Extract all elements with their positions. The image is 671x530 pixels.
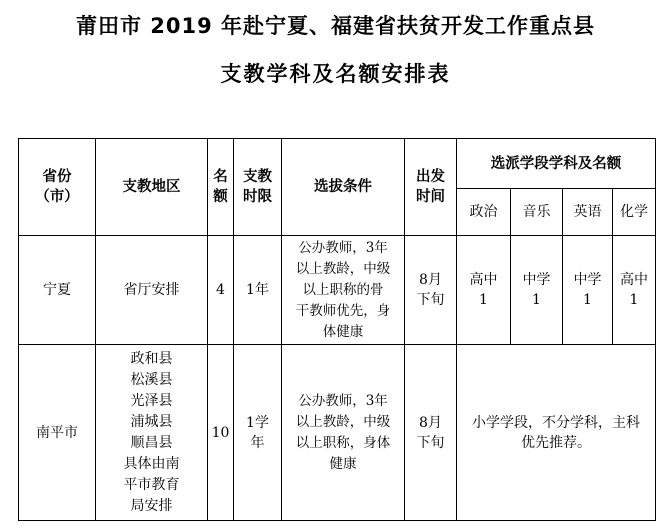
cell-term: 1学 年 bbox=[234, 345, 282, 521]
cell-quota: 10 bbox=[208, 345, 234, 521]
cell-term: 1年 bbox=[234, 236, 282, 345]
table-header-row bbox=[19, 139, 656, 189]
cell-subject-quota: 高中 1 bbox=[457, 236, 511, 345]
header-depart-time: 出发 时间 bbox=[405, 139, 457, 236]
cell-conditions: 公办教师，3年 以上教龄，中级 以上职称的骨 干教师优先，身 体健康 bbox=[282, 236, 405, 345]
cell-subjects-note: 小学学段，不分学科，主科 优先推荐。 bbox=[457, 345, 656, 521]
header-province: 省份 （市） bbox=[19, 139, 96, 236]
header-region: 支教地区 bbox=[96, 139, 208, 236]
document-title-line1: 莆田市 2019 年赴宁夏、福建省扶贫开发工作重点县 bbox=[75, 14, 596, 38]
header-term: 支教 时限 bbox=[234, 139, 282, 236]
allocation-table bbox=[18, 138, 656, 521]
table-row bbox=[19, 345, 656, 521]
table-row bbox=[19, 236, 656, 345]
cell-depart-time: 8月 下旬 bbox=[405, 345, 457, 521]
header-quota: 名 额 bbox=[208, 139, 234, 236]
cell-region: 省厅安排 bbox=[96, 236, 208, 345]
cell-region: 政和县 松溪县 光泽县 浦城县 顺昌县 具体由南 平市教育 局安排 bbox=[96, 345, 208, 521]
cell-depart-time: 8月 下旬 bbox=[405, 236, 457, 345]
cell-province: 南平市 bbox=[19, 345, 96, 521]
cell-conditions: 公办教师，3年 以上教龄，中级 以上职称，身体 健康 bbox=[282, 345, 405, 521]
cell-quota: 4 bbox=[208, 236, 234, 345]
cell-subject-quota: 高中 1 bbox=[613, 236, 656, 345]
cell-province: 宁夏 bbox=[19, 236, 96, 345]
header-subject: 英语 bbox=[563, 189, 613, 236]
cell-subject-quota: 中学 1 bbox=[511, 236, 563, 345]
header-subject: 化学 bbox=[613, 189, 656, 236]
cell-subject-quota: 中学 1 bbox=[563, 236, 613, 345]
header-conditions: 选拔条件 bbox=[282, 139, 405, 236]
header-subject: 音乐 bbox=[511, 189, 563, 236]
header-subject: 政治 bbox=[457, 189, 511, 236]
document-title-line2: 支教学科及名额安排表 bbox=[220, 62, 451, 86]
header-subjects-group: 选派学段学科及名额 bbox=[457, 139, 656, 189]
